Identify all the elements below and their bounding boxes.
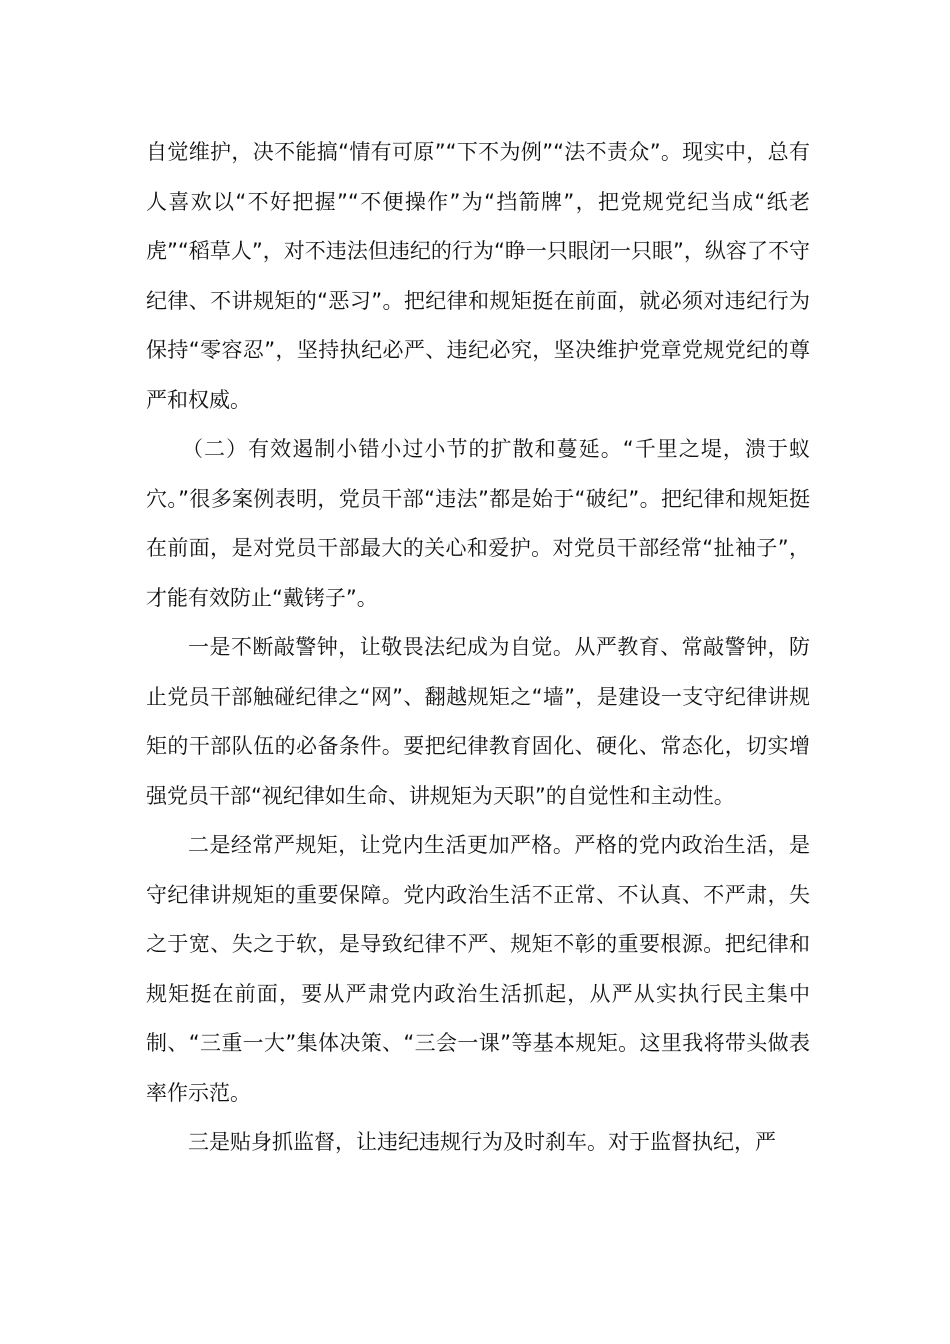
paragraph-1: 自觉维护，决不能搞“情有可原”“下不为例”“法不责众”。现实中，总有人喜欢以“不好把握”“不便操作”为“挡箭牌”，把党规党纪当成“纸老虎”“稻草人”，对不违法但违纪的行为“睁一只眼闭一只眼”，纵容了不守纪律、不讲规矩的“恶习”。把纪律和规矩挺在前面，就必须对违纪行为保持“零容忍”，坚持执纪必严、违纪必究，坚决维护党章党规党纪的尊严和权威。 <box>146 140 810 412</box>
paragraph-5: 三是贴身抓监督，让违纪违规行为及时刹车。对于监督执纪，严 <box>188 1130 776 1154</box>
paragraph-4: 二是经常严规矩，让党内生活更加严格。严格的党内政治生活，是守纪律讲规矩的重要保障。党内政治生活不正常、不认真、不严肃，失之于宽、失之于软，是导致纪律不严、规矩不彰的重要根源。把纪律和规矩挺在前面，要从严肃党内政治生活抓起，从严从实执行民主集中制、“三重一大”集体决策、“三会一课”等基本规矩。这里我将带头做表率作示范。 <box>146 833 810 1105</box>
body-text <box>146 128 810 1168</box>
paragraph-2: （二）有效遏制小错小过小节的扩散和蔓延。“千里之堤，溃于蚁穴。”很多案例表明，党员干部“违法”都是始于“破纪”。把纪律和规矩挺在前面，是对党员干部最大的关心和爱护。对党员干部经常“扯袖子”，才能有效防止“戴铐子”。 <box>146 437 810 610</box>
paragraph-3: 一是不断敲警钟，让敬畏法纪成为自觉。从严教育、常敲警钟，防止党员干部触碰纪律之“网”、翻越规矩之“墙”，是建设一支守纪律讲规矩的干部队伍的必备条件。要把纪律教育固化、硬化、常态化，切实增强党员干部“视纪律如生命、讲规矩为天职”的自觉性和主动性。 <box>146 635 810 808</box>
